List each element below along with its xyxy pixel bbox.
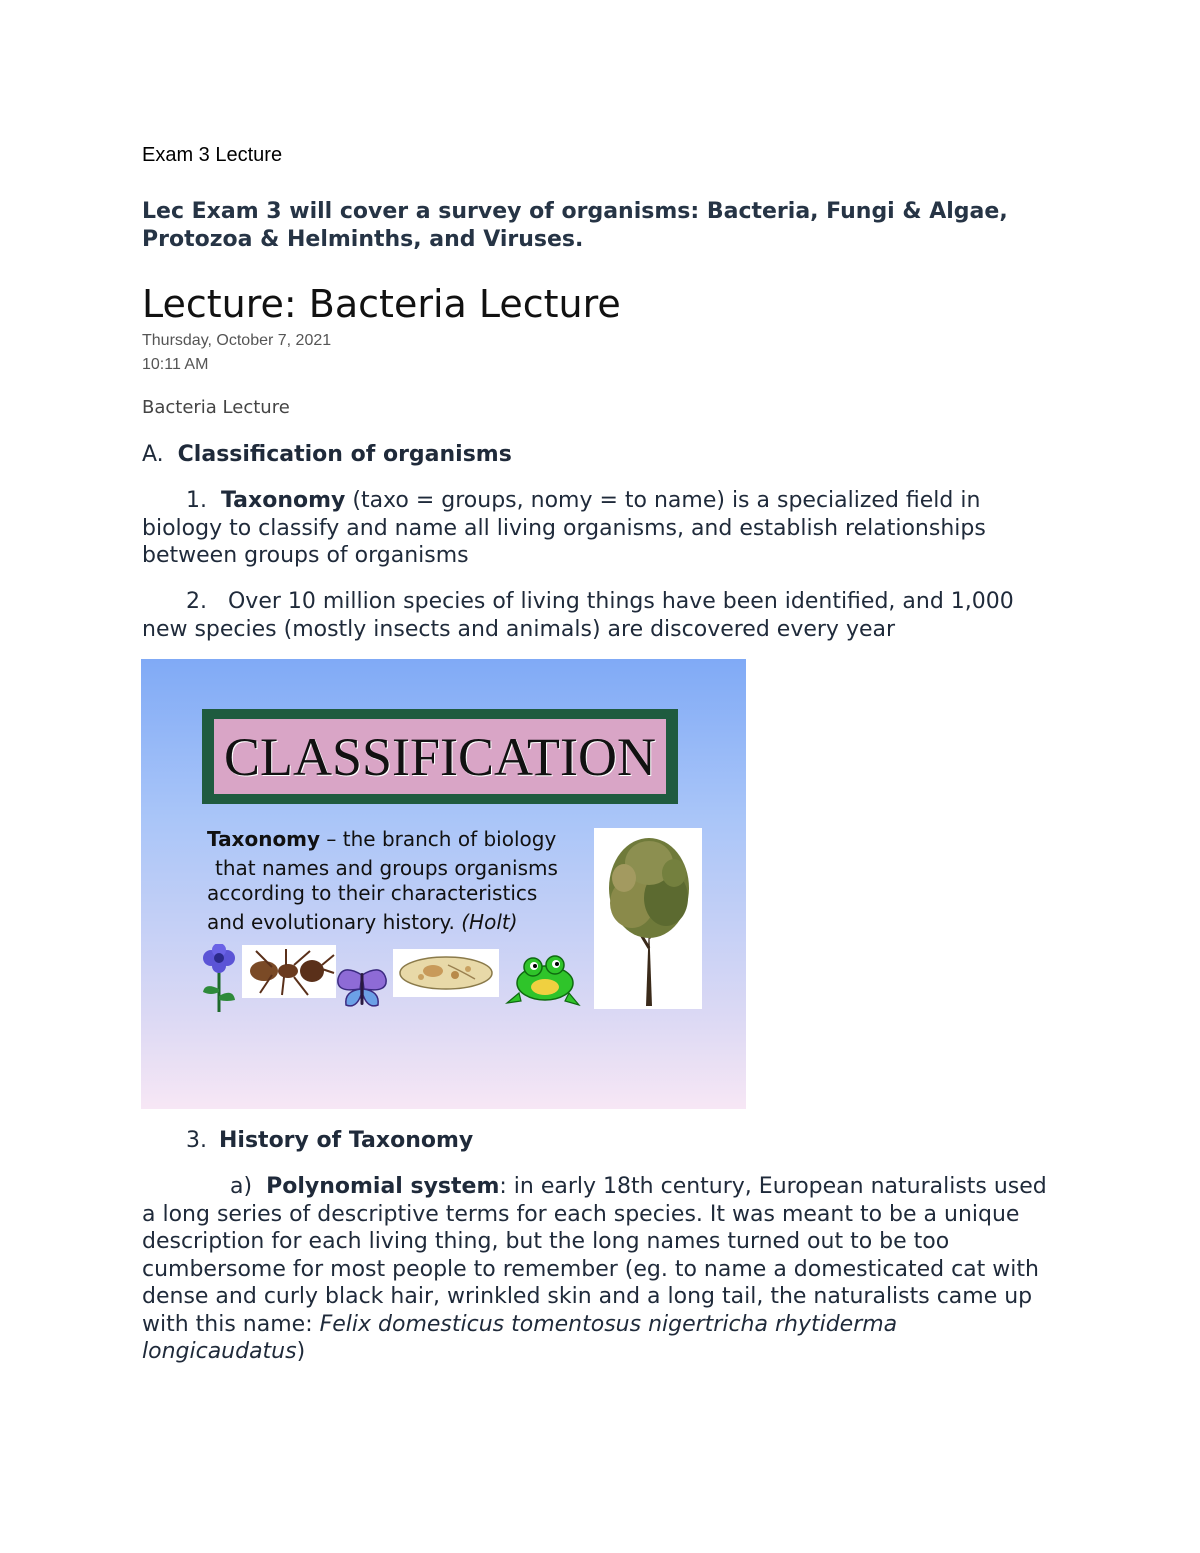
butterfly-icon <box>334 967 390 1011</box>
term-colon: : <box>499 1174 507 1199</box>
lecture-heading: Lecture: Bacteria Lecture <box>142 282 621 326</box>
exam-coverage-note: Lec Exam 3 will cover a survey of organisms: Bacteria, Fungi & Algae, Protozoa & Helminths, and Viruses. <box>142 199 1008 252</box>
frog-icon <box>503 951 583 1009</box>
section-title: Classification of organisms <box>177 442 512 467</box>
tree-icon <box>594 828 702 1009</box>
slide-line-1-rest: – the branch of biology <box>320 827 557 851</box>
lecture-subtitle: Bacteria Lecture <box>142 397 290 418</box>
item-number: 1. <box>186 488 207 513</box>
flower-icon <box>199 944 239 1014</box>
classification-slide-image <box>141 659 746 1109</box>
item-2-text: Over 10 million species of living things have been identified, and 1,000 new species (mostly insects and animals) are discovered every year <box>142 589 1014 642</box>
slide-banner-fill <box>214 719 666 794</box>
slide-banner <box>202 709 678 804</box>
item-number: 2. <box>186 589 207 614</box>
slide-line-4-text: and evolutionary history. <box>207 910 462 934</box>
slide-line-4 <box>207 908 597 937</box>
slide-line-2: that names and groups organisms <box>215 856 558 880</box>
ant-icon <box>242 945 336 998</box>
item-3a-paragraph <box>142 1173 1062 1366</box>
closing-paren: ) <box>296 1339 306 1364</box>
term-polynomial-system: Polynomial system <box>266 1174 500 1199</box>
slide-definition <box>207 825 597 937</box>
slide-line-3: according to their characteristics <box>207 881 538 905</box>
item-2-paragraph <box>142 588 1062 643</box>
section-a-heading <box>142 442 512 467</box>
slide-line-1 <box>207 825 597 854</box>
subitem-label: a) <box>230 1174 253 1199</box>
item-3-heading <box>186 1128 473 1153</box>
term-taxonomy: Taxonomy <box>221 488 346 513</box>
slide-banner-title: CLASSIFICATION <box>223 726 657 787</box>
exam-title: Exam 3 Lecture <box>142 144 283 166</box>
item-1-text: (taxo = groups, nomy = to name) is a specialized field in biology to classify and name all living organisms, and establish relationships between groups of organisms <box>142 488 986 568</box>
item-3-title: History of Taxonomy <box>219 1128 474 1153</box>
item-1-paragraph <box>142 487 1062 570</box>
scientific-name: Felix domesticus tomentosus nigertricha rhytiderma longicaudatus <box>142 1311 898 1364</box>
item-3a-text: in early 18th century, European naturalists used a long series of descriptive terms for each species. It was meant to be a unique description for each living thing, but the long names turned out to be too cumbersome for most people to remember (eg. to name a domesticated cat with dense and curly black hair, wrinkled skin and a long tail, the naturalists came up with this name: <box>142 1174 1047 1337</box>
paramecium-icon <box>393 949 499 997</box>
section-letter: A. <box>142 442 164 467</box>
slide-citation: (Holt) <box>461 910 518 934</box>
item-number: 3. <box>186 1128 207 1153</box>
slide-term: Taxonomy <box>207 827 321 851</box>
lecture-date: Thursday, October 7, 2021 <box>142 332 332 349</box>
lecture-time: 10:11 AM <box>142 356 209 373</box>
